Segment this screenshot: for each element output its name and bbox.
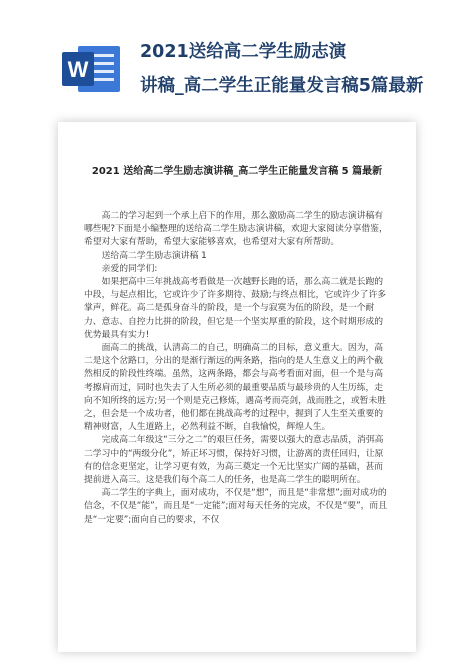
section-heading: 送给高二学生励志演讲稿 1 [101, 250, 207, 261]
bottom-fade [58, 612, 416, 652]
word-icon-letter: W [67, 57, 89, 82]
word-document-icon [60, 44, 124, 94]
paragraph-3: 完成高二年级这“三分之二”的艰巨任务，需要以强大的意志品质，消弭高二学习中的“两级分化”，矫正坏习惯，保持好习惯，让游离的责任回归，让原有的信念更坚定，让学习更有效，为高三奠定一个无比坚实广阔的基础，甚而提前进入高三。这是我们每个高二人的任务，也是高二学生的聪明所在。 [84, 435, 384, 486]
paragraph-2: 面高二的挑战，认清高二的自己，明确高二的目标，意义重大。因为，高二是这个岔路口，分出的是渐行渐远的两条路，指向的是人生意义上的两个截然相反的阶段性终端。虽然，这两条路，都会与高考看面对面，但一个是与高考擦肩而过，同时也失去了人生所必须的最重要品质与最珍贵的人生历练，走向不知所终的远方;另一个则是克己修炼，遇高考而亮剑，战而胜之，或暂未胜之，但会是一个成功者，他们都在挑战高考的过程中，握到了人生至关重要的精神财富，人生道路上，必然利益不断，自我愉悦，辉煌人生。 [84, 343, 387, 433]
document-title: 2021 送给高二学生励志演讲稿_高二学生正能量发言稿 5 篇最新 [91, 166, 383, 177]
paragraph-1: 如果把高中三年挑战高考看做是一次越野长跑的话，那么高二就是长跑的中段，与起点相比，它或许少了许多期待、鼓励;与终点相比，它或许少了许多掌声，鲜花。高二是孤身奋斗的阶段，是一个与寂寞为伍的阶段，是一个耐力、意志、自控力比拼的阶段，但它是一个坚实厚重的阶段，这个时期形成的优势最具有实力! [84, 277, 387, 340]
page-header [0, 0, 474, 108]
page-title-line-1: 2021送给高二学生励志演 [140, 42, 347, 62]
document-preview [58, 122, 416, 652]
page-title-line-2: 讲稿_高二学生正能量发言稿5篇最新 [140, 76, 424, 96]
paragraph-intro: 高二的学习起到一个承上启下的作用，那么激励高二学生的励志演讲稿有哪些呢?下面是小编整理的送给高二学生励志演讲稿，欢迎大家阅读分享借鉴，希望对大家有帮助，希望大家能够喜欢，也希望对大家有所帮助。 [84, 211, 388, 248]
document-body [84, 210, 390, 527]
paragraph-4: 高二学生的字典上，面对成功，不仅是“想”，而且是“非常想”;面对成功的信念，不仅是“能”，而且是“一定能”;面对每天任务的完成，不仅是“要”，而且是“一定要”;面向自己的要求，不仅 [84, 488, 388, 525]
salutation: 亲爱的同学们: [101, 263, 158, 274]
